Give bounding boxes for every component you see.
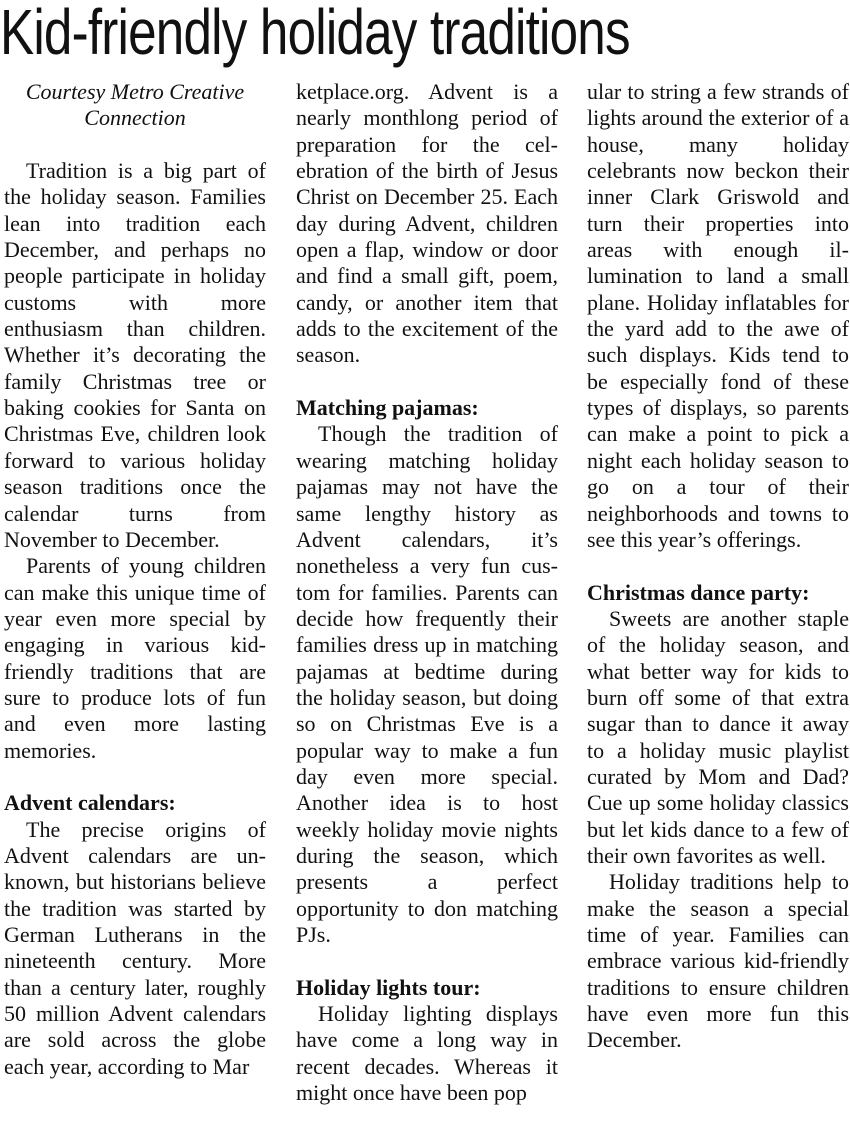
body-paragraph-dance: Sweets are another staple of the holiday season, and what better way for kids to burn off some of that extra sugar than to dance it away to a holiday music playlist curated by Mom and Dad? Cue up some holiday classics but let kids dance to a few of their own favorites as well. bbox=[587, 605, 849, 868]
photo-credit: Courtesy Metro Creative Connection bbox=[25, 79, 245, 131]
article-column-3 bbox=[587, 79, 849, 1054]
spacer bbox=[4, 132, 266, 158]
headline: Kid-friendly holiday traditions bbox=[0, 0, 630, 68]
subhead-matching-pajamas: Matching pajamas: bbox=[296, 395, 479, 421]
body-paragraph-lights-continued: ular to string a few strands of lights around the exterior of a house, many holiday celebrants now beckon their inner Clark Griswold and turn their properties into areas with enough illumination to land a small plane. Holiday inflatables for the yard add to the awe of such displays. Kids tend to be especially fond of these types of displays, so parents can make a point to pick a night each holiday season to go on a tour of their neighborhoods and towns to see this year’s offerings. bbox=[587, 79, 849, 552]
article-column-1 bbox=[4, 79, 266, 1080]
subhead-advent-calendars: Advent calendars: bbox=[4, 790, 176, 816]
body-paragraph-lights: Holiday lighting displays have come a long way in recent decades. Whereas it might once have been pop bbox=[296, 1001, 558, 1106]
body-paragraph-advent: The precise origins of Advent calendars are unknown, but historians believe the tradition was started by German Lutherans in the nineteenth century. More than a century later, roughly 50 million Advent calendars are sold across the globe each year, according to Mar bbox=[4, 816, 266, 1079]
spacer bbox=[296, 948, 558, 974]
body-paragraph-intro: Tradition is a big part of the holiday season. Families lean into tradition each December, and perhaps no people participate in holiday customs with more enthusiasm than children. Whether it’s decorating the family Christmas tree or baking cookies for Santa on Christmas Eve, children look forward to various holiday season traditions once the calendar turns from November to December. bbox=[4, 158, 266, 552]
spacer bbox=[296, 369, 558, 395]
body-paragraph-closing: Holiday traditions help to make the season a special time of year. Families can embrace various kid-friendly traditions to ensure children have even more fun this December. bbox=[587, 869, 849, 1053]
body-paragraph-pajamas: Though the tradition of wearing matching holiday pajamas may not have the same lengthy history as Advent calendars, it’s nonetheless a very fun custom for families. Parents can decide how frequently their families dress up in matching pajamas at bedtime during the holiday season, but doing so on Christmas Eve is a popular way to make a fun day even more special. Another idea is to host weekly holiday movie nights during the season, which presents a perfect opportunity to don matching PJs. bbox=[296, 421, 558, 947]
subhead-holiday-lights-tour: Holiday lights tour: bbox=[296, 974, 481, 1000]
body-paragraph-advent-continued: ketplace.org. Advent is a nearly monthlong period of preparation for the celebration of the birth of Jesus Christ on December 25. Each day during Advent, children open a flap, window or door and find a small gift, poem, candy, or another item that adds to the excitement of the season. bbox=[296, 79, 558, 368]
spacer bbox=[587, 553, 849, 579]
spacer bbox=[4, 764, 266, 790]
subhead-christmas-dance-party: Christmas dance party: bbox=[587, 579, 810, 605]
body-paragraph-parents: Parents of young children can make this unique time of year even more special by engaging in various kid-friendly traditions that are sure to produce lots of fun and even more lasting memories. bbox=[4, 553, 266, 763]
article-column-2 bbox=[296, 79, 558, 1106]
